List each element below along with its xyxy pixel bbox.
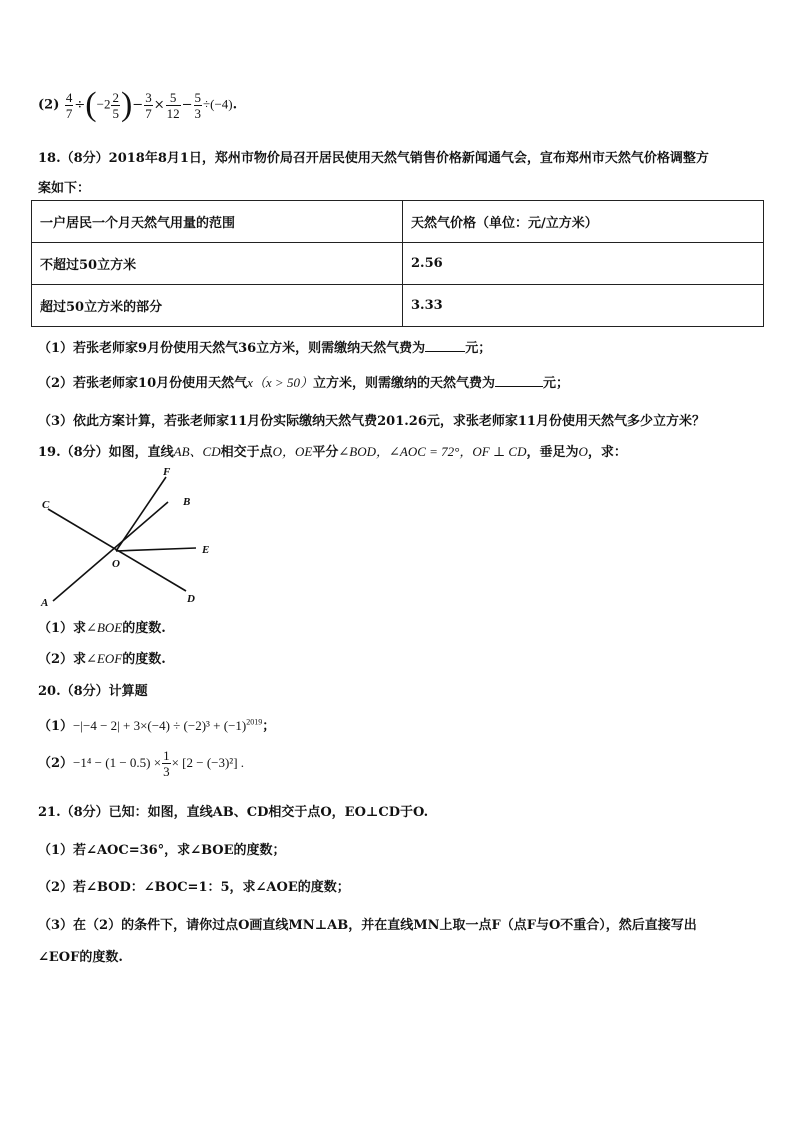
q21-sub1: （1）若∠AOC=36°，求∠BOE的度数； [38, 843, 286, 858]
q19-intro: 19.（8分）如图，直线AB、CD相交于点O，OE平分∠BOD，∠AOC = 72°，OF ⊥ CD，垂足为O，求： [38, 444, 627, 460]
label-A: A [41, 597, 49, 609]
q19-sub1: （1）求∠BOE的度数. [38, 620, 166, 636]
fraction-4-7: $\frac{4}{7}$ [65, 89, 73, 121]
q18-sub1: （1）若张老师家9月份使用天然气36立方米，则需缴纳天然气费为 元； [38, 341, 492, 356]
q20-sub1: $(1)-|-4 - 2| + 3\times(-4) \div (-2)^3 + (-1)^{2019}$； [38, 717, 276, 734]
ray-OE [116, 548, 196, 551]
table-cell: 不超过50立方米 [32, 243, 403, 285]
gas-price-table [31, 200, 764, 327]
answer-blank [425, 339, 465, 352]
q17-part2: (2) $\frac{4}{7}$ ÷(−2 $\frac{2}{5}$ )− $\frac{3}{7}$ × $\frac{5}{12}$ − $\frac{5}{3}$ ÷(−4). [38, 86, 238, 123]
table-header-row [32, 201, 764, 243]
table-row [32, 243, 764, 285]
answer-blank [495, 374, 543, 387]
label-F: F [163, 466, 171, 478]
ray-OF [116, 477, 166, 551]
q18-intro-line2: 案如下： [38, 181, 91, 196]
q20-sub2: （2）−1⁴ − (1 − 0.5) × $\frac{1}{3}$ × [2 − (−3)²] . [38, 748, 245, 779]
q21-sub2: （2）若∠BOD：∠BOC=1：5，求∠AOE的度数； [38, 880, 350, 895]
fraction-3-7: $\frac{3}{7}$ [145, 89, 152, 121]
table-row [32, 285, 764, 327]
intersecting-lines-figure [36, 465, 226, 615]
q19-sub2: （2）求∠EOF的度数. [38, 651, 166, 667]
q18-intro-line1: 18.（8分）2018年8月1日，郑州市物价局召开居民使用天然气销售价格新闻通气会，宣布郑州市天然气价格调整方 [38, 151, 709, 166]
label-O: O [112, 558, 120, 570]
table-cell: 3.33 [403, 285, 764, 327]
table-cell: 超过50立方米的部分 [32, 285, 403, 327]
label-B: B [183, 496, 191, 508]
q20-title: 20.（8分）计算题 [38, 684, 148, 699]
table-header-cell: 天然气价格（单位：元/立方米） [403, 201, 764, 243]
q21-sub3-line1: （3）在（2）的条件下，请你过点O画直线MN⊥AB，并在直线MN上取一点F（点F与O不重合），然后直接写出 [38, 918, 697, 933]
fraction-2-5: $\frac{2}{5}$ [112, 89, 119, 121]
q17-part2-label: (2) [38, 97, 60, 113]
q18-sub3: （3）依此方案计算，若张老师家11月份实际缴纳天然气费201.26元，求张老师家11月份使用天然气多少立方米？ [38, 414, 705, 429]
q18-sub2: （2）若张老师家10月份使用天然气x（x > 50）立方米，则需缴纳的天然气费为 元； [38, 375, 569, 391]
table-header-cell: 一户居民一个月天然气用量的范围 [32, 201, 403, 243]
label-D: D [187, 593, 195, 605]
q21-intro: 21.（8分）已知：如图，直线AB、CD相交于点O，EO⊥CD于O. [38, 805, 429, 820]
table-cell: 2.56 [403, 243, 764, 285]
label-E: E [202, 544, 210, 556]
fraction-1-3: $\frac{1}{3}$ [163, 748, 170, 779]
q21-sub3-line2: ∠EOF的度数. [38, 950, 123, 965]
label-C: C [42, 499, 50, 511]
line-AB [53, 502, 168, 601]
fraction-5-3: $\frac{5}{3}$ [194, 89, 202, 121]
fraction-5-12: $\frac{5}{12}$ [166, 89, 180, 121]
